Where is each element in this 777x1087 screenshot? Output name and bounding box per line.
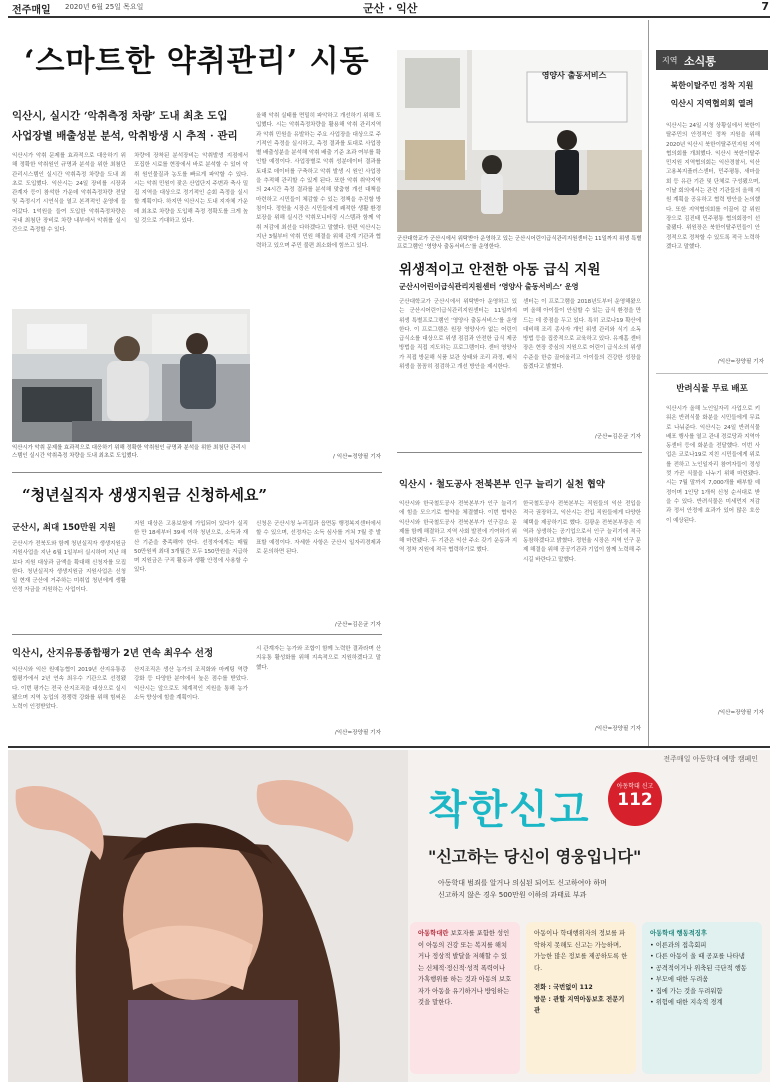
top-story-byline: / 익산=정양필 기자: [333, 454, 381, 460]
section-title: 군산 · 익산: [363, 2, 418, 15]
sidebar-item1-subtitle: 익산시 지역협의회 열려: [670, 99, 754, 108]
child-abuse-campaign-ad: [8, 750, 770, 1082]
ad-box2-phone: 전화 : 국번없이 112: [534, 984, 593, 991]
ad-box3-item: • 이른과의 접촉회피: [650, 941, 707, 949]
ad-box-definition: [410, 922, 520, 1074]
issue-date: 2020년 6월 25일 목요일: [65, 3, 144, 11]
ad-campaign-label: 전주매일 아동학대 예방 캠페인: [663, 755, 758, 763]
railway-headline: 익산시 · 철도공사 전북본부 인구 늘리기 실천 협약: [399, 479, 605, 490]
daycare-headline: 위생적이고 안전한 아동 급식 지원: [399, 262, 601, 278]
daycare-column-1: 군산대학교가 군산시에서 위탁받아 운영하고 있는 군산시어린이급식관리지원센터는 11일까지 위생 특별프로그램인 ‘영양사 출동서비스’를 운영한다. 이 프로그램은 원장 영양사가 없는 어린이 급식소를 대상으로 위생 점검과 안전한 급식 제공 방법을 직접 지도하는 프로그램이다. 센터 영양사가 직접 방문해 식품 보관 상태와 조리 과정, 배식 위생을 꼼꼼히 점검하고 개선 방안을 제시한다.: [399, 299, 517, 371]
odor-vehicle-caption: 익산시가 악취 문제를 효과적으로 대응하기 위해 정확한 악취원인 규명과 분석을 위한 최첨단 관리시스템인 실시간 악취측정 차량을 도내 최초로 도입했다.: [12, 445, 247, 460]
ad-box-reporting: [526, 922, 636, 1074]
masthead: [0, 0, 777, 14]
ad-body-line-1: 아동학대 범죄를 알거나 의심된 되어도 신고하여야 하며: [438, 879, 607, 887]
cert-byline: /익산=장양필 기자: [334, 730, 381, 736]
youth-column-3: 신청은 군산시청 누리집과 읍면동 행정복지센터에서 할 수 있으며, 선정자는 소득 심사를 거쳐 7월 중 발표할 예정이다. 자세한 사항은 군산시 일자리경제과로 문의하면 된다.: [256, 521, 381, 555]
sidebar-item2-byline: /익산=장양필 기자: [717, 710, 764, 716]
daycare-photo-caption: 군산대학교가 군산시에서 위탁받아 운영하고 있는 군산시어린이급식관리지원센터는 11일까지 위생 특별프로그램인 ‘영양사 출동서비스’를 운영한다.: [397, 236, 642, 251]
ad-box3-item: • 공격적이거나 위축된 극단적 행동: [650, 964, 747, 972]
youth-byline: /군산=김은균 기자: [334, 622, 381, 628]
top-story-column-2: 차량에 장착된 분석장비는 악취발생 지점에서 포집한 시료를 현장에서 바로 분석할 수 있어 악취 원인물질과 농도를 빠르게 파악할 수 있다. 시는 악취 민원이 잦은 산업단지 주변과 축사 밀집 지역을 대상으로 정기적인 순회 측정을 실시할 계획이다. 하지만 익산시는 도내 지자체 가운데 최초로 차량을 도입해 측정 정확도를 크게 높일 것으로 기대하고 있다.: [134, 153, 248, 225]
daycare-photo-sign: 영양사 출동서비스: [541, 71, 607, 80]
ad-slogan: "신고하는 당신이 영웅입니다": [428, 847, 642, 866]
ad-box3-title: 아동학대 행동적징후: [650, 930, 707, 937]
sidebar-header: [656, 50, 768, 70]
sidebar-item1-body: 익산시는 24일 시청 상황실에서 북한이탈주민의 안정적인 정착 지원을 위해 2020년 익산시 북한이탈주민지원 지역협의회를 개최했다. 익산시 북한이탈주민지원 지역협의회는 익산경찰서, 익산고용복지플러스센터, 민주평통, 새마을회 등 유관 기관 및 단체로 구성됐으며, 이날 회의에서는 관련 기관들의 올해 지원 계획을 공유하고 협력 방안을 논의했다. 또한 지역협의회를 이끌어 갈 위원장으로 김진태 민주평통 협의회장이 선출됐다. 위원장은 북한이탈주민들이 안정적으로 정착할 수 있도록 적극 노력하겠다고 말했다.: [666, 123, 760, 250]
ad-title: 착한신고: [428, 787, 591, 833]
sidebar-divider: [648, 20, 649, 748]
photo-illustration: [12, 309, 250, 442]
top-story-headline: ‘스마트한 약취관리’ 시동: [24, 44, 370, 79]
cert-headline: 익산시, 산지유통종합평가 2년 연속 최우수 선정: [12, 648, 214, 659]
top-story-column-3: 올해 악취 실태를 면밀히 파악하고 개선하기 위해 도입했다. 시는 악취측정차량을 활용해 악취 관리지역과 악취 민원을 유발하는 주요 사업장을 대상으로 주기적인 측정을 실시하고, 측정 결과를 토대로 사업장별 배출성분을 분석해 악취 배출 기준 초과 여부를 확인할 예정이다. 사업장별로 악취 성분데이터 결과를 토대로 데이터를 구축하고 악취 발생 시 원인 사업장을 추적해 관리할 수 있게 된다. 또한 악취 취약지역의 24시간 측정 결과를 분석해 맞춤형 개선 대책을 마련하고 시민들이 체감할 수 있는 정책을 추진할 방침이다. 정헌율 시장은 시민들에게 쾌적한 생활 환경 보장을 위해 실시간 악취모니터링 시스템과 함께 악취 저감에 최선을 다하겠다고 말했다. 한편 익산시는 지난 3월부터 악취 민원 해결을 위해 관계 기관과 협력하고 있으며 주민 불편 최소화에 힘쓰고 있다.: [256, 113, 381, 250]
daycare-byline: /군산=김은균 기자: [594, 434, 641, 440]
top-story-kicker: 익산시, 실시간 ‘악취측정 차량’ 도내 최초 도입: [12, 110, 228, 122]
youth-subhead: 군산시, 최대 150만원 지원: [12, 523, 116, 533]
sidebar-item1-byline: /익산=장양필 기자: [717, 359, 764, 365]
ad-top-rule: [8, 746, 770, 748]
masthead-rule: [8, 16, 770, 18]
youth-divider: [12, 472, 382, 473]
ad-box1-text: 보호자를 포함한 성인이 아동의 건강 또는 복지를 해치거나 정상적 발달을 저해할 수 있는 신체적·정신적·성적 폭력이나 가혹행위를 하는 것과 아동의 보호자가 아동을 유기하거나 방임하는 것을 말한다.: [418, 930, 512, 1006]
top-story-subhead: 사업장별 배출성분 분석, 악취방생 시 추적 · 관리: [12, 130, 238, 142]
ad-box-signs: [642, 922, 762, 1074]
cert-column-2: 산지조직은 생산 농가의 조직화와 마케팅 역량 강화 등 다양한 분야에서 높은 점수를 받았다. 익산시는 앞으로도 체계적인 지원을 통해 농가 소득 향상에 힘쓸 계획이다.: [134, 667, 248, 701]
daycare-divider: [397, 452, 642, 453]
police-badge-icon: 아동학대 신고 112: [608, 772, 662, 826]
railway-byline: /익산=장양필 기자: [594, 726, 641, 732]
cert-column-3: 시 관계자는 농가와 조합이 함께 노력한 결과라며 산지유통 활성화를 위해 지속적으로 지원하겠다고 말했다.: [256, 646, 381, 671]
ad-box3-item: • 집에 가는 것을 두려워함: [650, 987, 723, 995]
odor-vehicle-photo: [12, 309, 250, 442]
sidebar-item2-title: 반려식물 무료 배포: [676, 384, 748, 394]
youth-column-1: 군산시가 전북도와 함께 청년실직자 생생지원금 지원사업을 지난 6월 1일부터 실시하며 지난 해보다 지원 대상과 금액을 확대해 신청자를 모집한다. 청년실직자 생생지원금 지원사업은 신청일 현재 군산에 거주하는 미취업 청년에게 생활 안정 자금을 지원하는 사업이다.: [12, 541, 126, 594]
cert-column-1: 익산시와 익산 원예농협이 2019년 산지유통종합평가에서 2년 연속 최우수 기관으로 선정됐다. 이번 평가는 전국 산지조직을 대상으로 실시됐으며 지역 농업의 경쟁력 강화를 위해 힘써온 노력이 인정받았다.: [12, 667, 126, 711]
newspaper-brand: 전주매일: [12, 5, 51, 16]
page-number: 7: [761, 0, 769, 13]
daycare-column-2: 센터는 이 프로그램을 2018년도부터 운영해왔으며 올해 아이들이 안심할 수 있는 급식 환경을 만드는 데 중점을 두고 있다. 특히 코로나19 확산에 대비해 조리 종사자 개인 위생 관리와 식기 소독 방법 등을 집중적으로 교육하고 있다. 유재흠 센터장은 현장 중심의 지원으로 어린이 급식소의 위생 수준을 한층 끌어올리고 아이들의 건강한 성장을 돕겠다고 밝혔다.: [523, 299, 641, 371]
youth-headline: “청년실직자 생생지원금 신청하세요”: [22, 486, 268, 504]
ad-box3-item: • 다른 아동이 울 때 공포를 나타냄: [650, 953, 745, 960]
railway-column-1: 익산시와 한국철도공사 전북본부가 인구 늘리기에 힘을 모으기로 협약을 체결했다. 이번 협약은 익산시와 한국철도공사 전북본부가 인구감소 문제를 함께 해결하고 지역 사회 발전에 기여하기 위해 마련됐다. 두 기관은 익산 주소 갖기 운동과 지역 정착 지원에 적극 협력하기로 했다.: [399, 501, 517, 554]
badge-number: 112: [617, 790, 653, 810]
ad-box3-item: • 부모에 대한 두려움: [650, 976, 709, 983]
top-story-column-1: 익산시가 악취 문제를 효과적으로 대응하기 위해 정확한 악취원인 규명과 분석을 위한 최첨단 관리시스템인 실시간 악취측정 차량을 도내 최초로 도입했다. 익산시는 24일 장비를 시장과 관계자 등이 참석한 가운데 악취측정차량 전달 및 측정시기 시연식을 열고 본격적인 운영에 들어갔다. 1억원을 들여 도입한 악취측정차량은 국내 최첨단 장비로 차량 내부에서 악취를 실시간으로 측정할 수 있다.: [12, 153, 126, 234]
youth-column-2: 지원 대상은 고용보험에 가입되어 있다가 실직한 만 18세부터 39세 이하 청년으로, 소득과 재산 기준을 충족해야 한다. 선정자에게는 매월 50만원씩 최대 3개월간 모두 150만원을 지급하며 지원금은 구직 활동과 생활 안정에 사용할 수 있다.: [134, 521, 248, 574]
sidebar-title: 소식통: [684, 55, 716, 68]
cert-divider: [12, 634, 382, 635]
sidebar-item1-title: 북한이탈주민 정착 지원: [670, 81, 754, 90]
ad-box2-visit: 방문 : 관할 지역아동보호 전문기관: [534, 995, 625, 1014]
daycare-subhead: 군산시어린이급식관리지원센터 ‘영양사 출동서비스’ 운영: [399, 282, 579, 291]
sidebar-tag: 지역: [662, 56, 678, 65]
sidebar-rule: [656, 373, 768, 374]
sidebar-item2-body: 익산시가 올해 노인일자리 사업으로 키워온 반려식물 화분을 시민들에게 무료로 나눠준다. 익산시는 24일 반려식물 배포 행사를 열고 관내 경로당과 지역아동센터 등에 화분을 전달했다. 이번 사업은 코로나19로 지친 시민들에게 위로를 전하고 노인일자리 참여자들이 정성껏 가꾼 식물을 나누기 위해 마련됐다. 시는 7월 말까지 7,000개를 배부할 예정이며 1인당 1개씩 신청 순서대로 받을 수 있다. 반려식물은 미세먼지 저감과 정서 안정에 효과가 있어 많은 호응이 예상된다.: [666, 406, 760, 524]
ad-box2-text: 아동이나 학대행위자의 정보를 파악하지 못해도 신고는 가능하며, 가능한 많은 정보를 제공하도록 한다.: [534, 930, 628, 972]
ad-box3-item: • 위험에 대한 지속적 경계: [650, 999, 723, 1006]
railway-column-2: 한국철도공사 전북본부는 직원들의 익산 전입을 적극 권장하고, 익산시는 전입 직원들에게 다양한 혜택을 제공하기로 했다. 김광운 전북본부장은 지역과 상생하는 공기업으로서 인구 늘리기에 적극 동참하겠다고 밝혔다. 정헌율 시장은 지역 인구 문제 해결을 위해 공공기관과 기업이 함께 노력해 주시길 바란다고 말했다.: [523, 501, 641, 563]
ad-box1-title: 아동학대란: [418, 930, 449, 937]
ad-body-line-2: 신고하지 않은 경우 500만원 이하의 과태료 부과: [438, 891, 587, 899]
